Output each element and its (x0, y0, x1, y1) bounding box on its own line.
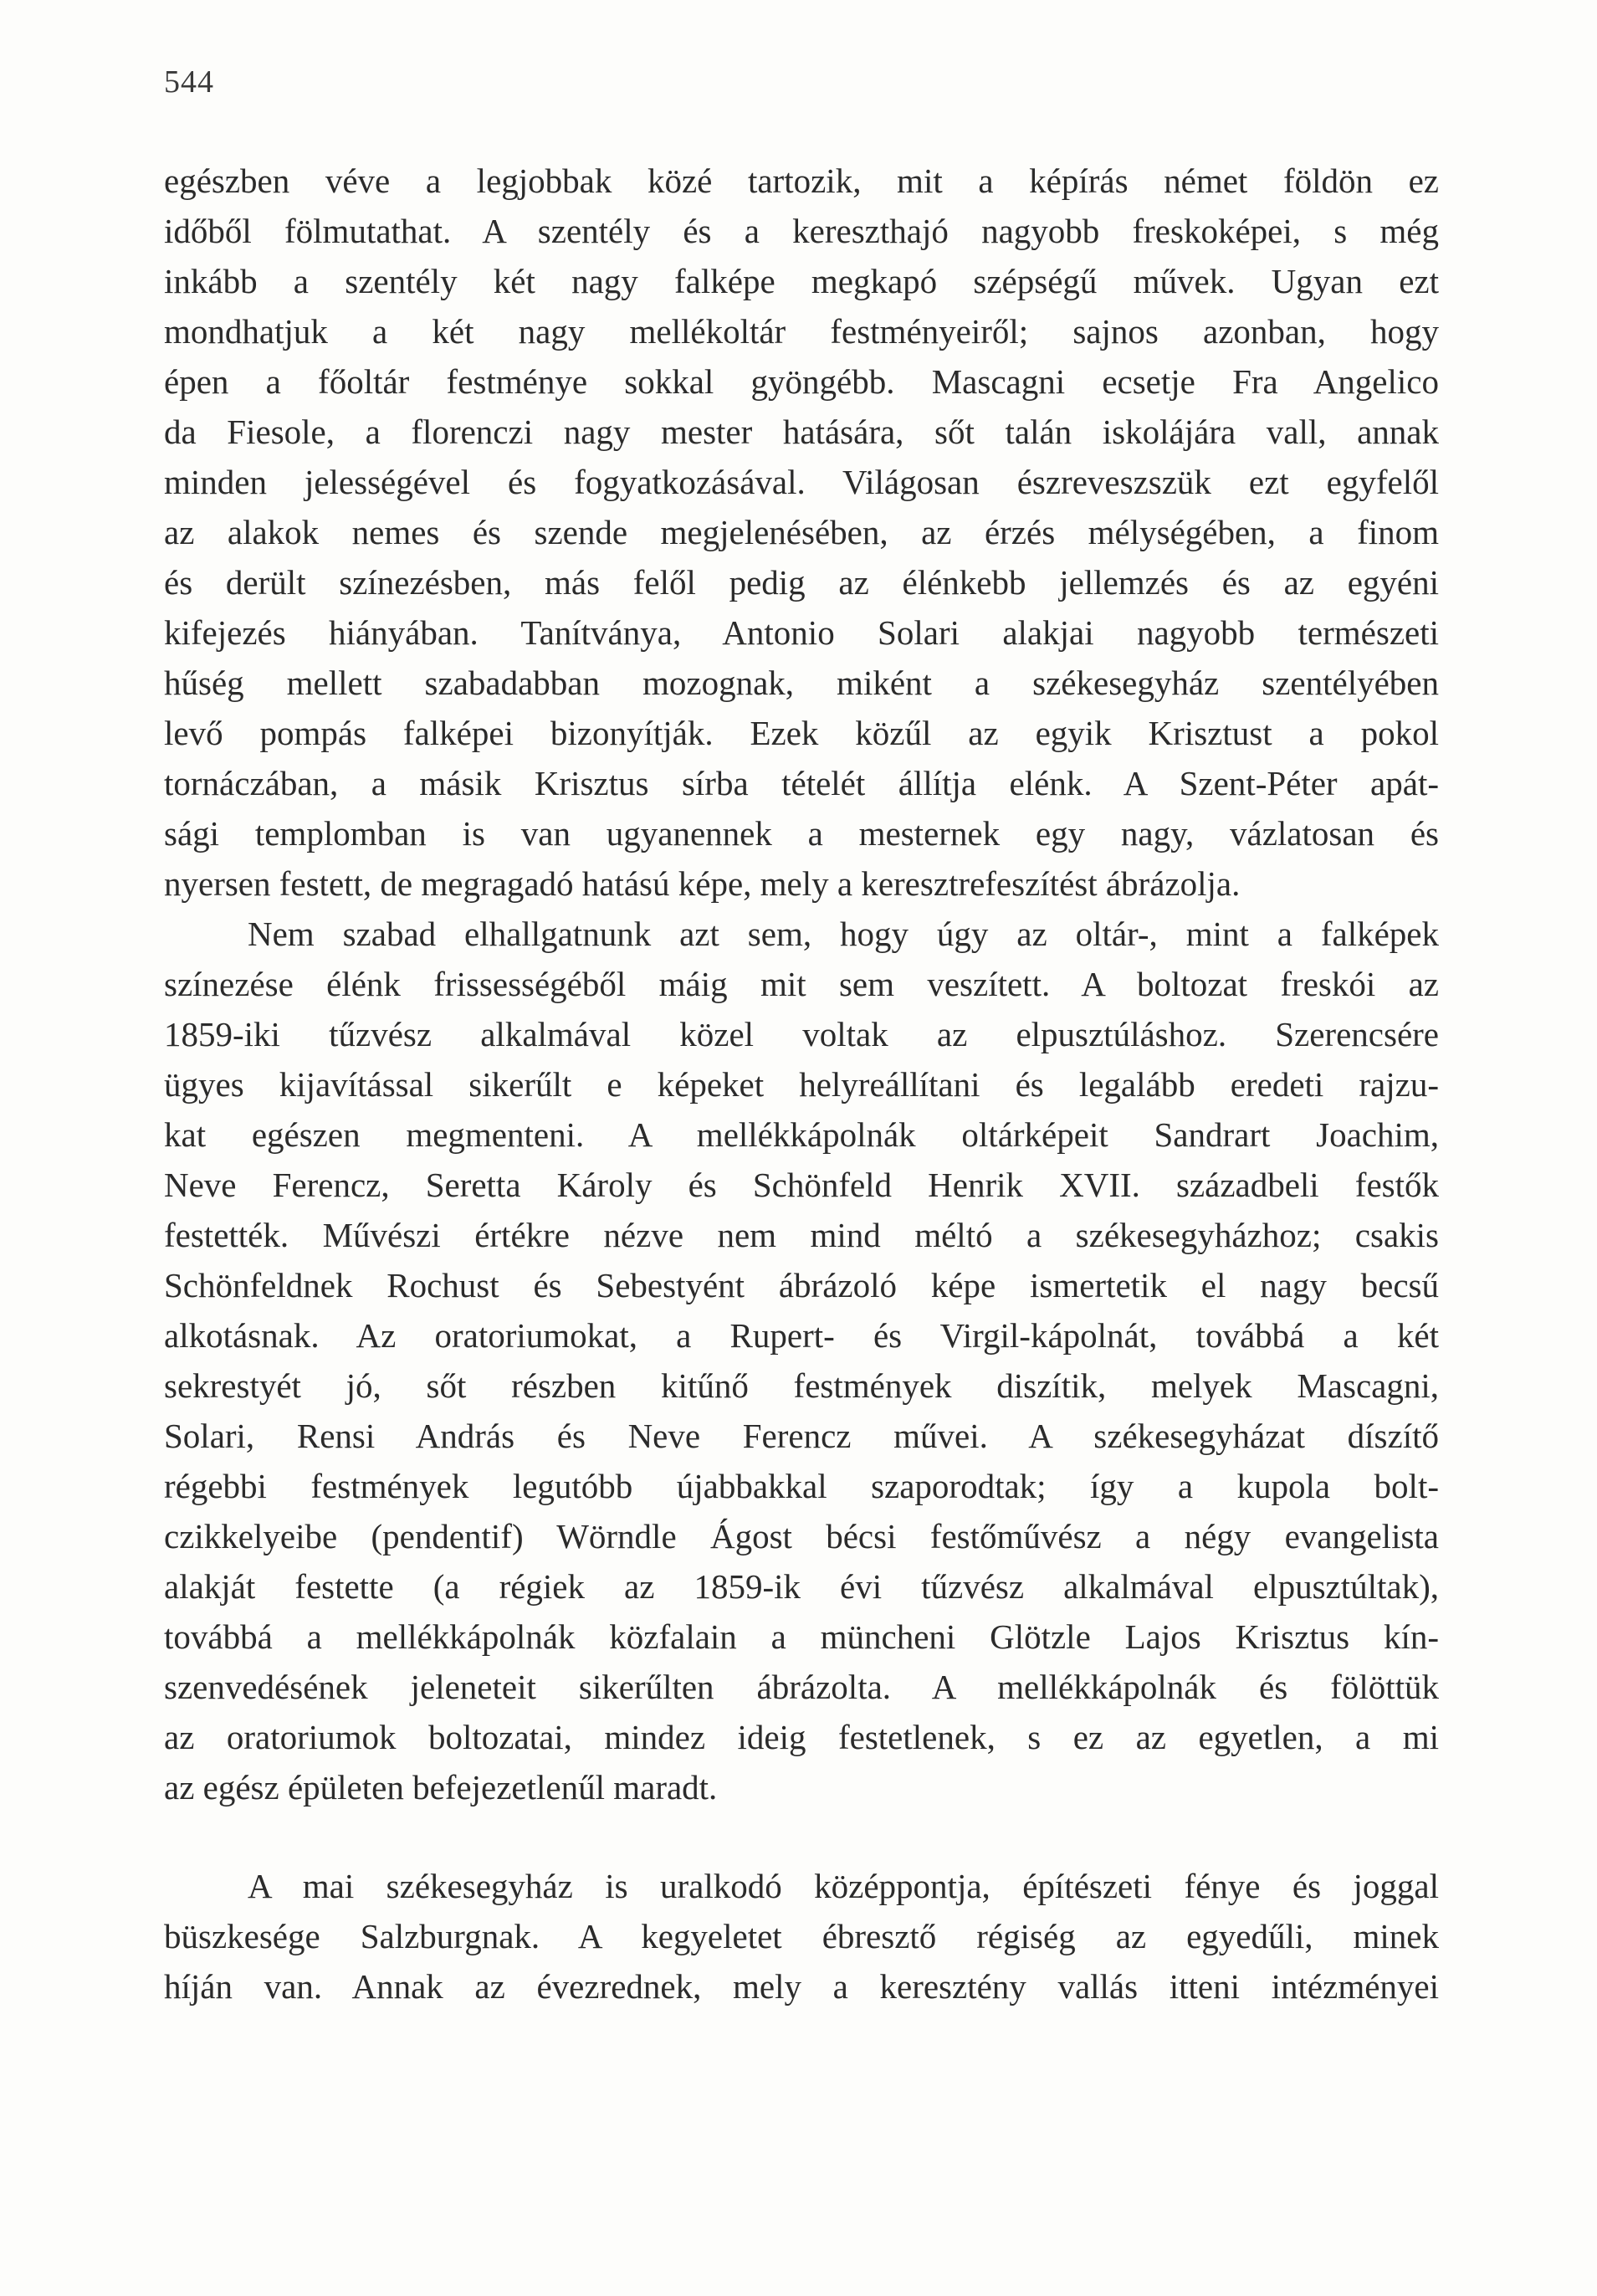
text-line: továbbá a mellékkápolnák közfalain a müncheni Glötzle Lajos Krisztus kín- (164, 1617, 1439, 1656)
text-line: az oratoriumok boltozatai, mindez ideig festetlenek, s ez az egyetlen, a mi (164, 1718, 1439, 1756)
text-line: A mai székesegyház is uralkodó középpontja, építészeti fénye és joggal (248, 1867, 1439, 1905)
text-line: színezése élénk frissességéből máig mit sem veszített. A boltozat freskói az (164, 965, 1439, 1003)
text-line: az egész épületen befejezetlenűl maradt. (164, 1768, 718, 1807)
text-line: mondhatjuk a két nagy mellékoltár festményeiről; sajnos azonban, hogy (164, 312, 1439, 351)
text-line: Solari, Rensi András és Neve Ferencz művei. A székesegyházat díszítő (164, 1417, 1439, 1455)
text-line: festették. Művészi értékre nézve nem mind méltó a székesegyházhoz; csakis (164, 1216, 1439, 1254)
text-line: minden jelességével és fogyatkozásával. Világosan észreveszszük ezt egyfelől (164, 463, 1439, 501)
body-text (164, 156, 1439, 2012)
text-line: ügyes kijavítással sikerűlt e képeket helyreállítani és legalább eredeti rajzu- (164, 1065, 1439, 1104)
text-line: 1859-iki tűzvész alkalmával közel voltak az elpusztúláshoz. Szerencsére (164, 1015, 1439, 1053)
page-number: 544 (164, 64, 214, 100)
text-line: Nem szabad elhallgatnunk azt sem, hogy úgy az oltár-, mint a falképek (248, 915, 1439, 953)
text-line: alkotásnak. Az oratoriumokat, a Rupert- és Virgil-kápolnát, továbbá a két (164, 1316, 1439, 1355)
text-line: da Fiesole, a florenczi nagy mester hatására, sőt talán iskolájára vall, annak (164, 413, 1439, 451)
text-line: büszkesége Salzburgnak. A kegyeletet ébresztő régiség az egyedűli, minek (164, 1917, 1439, 1955)
text-line: kat egészen megmenteni. A mellékkápolnák oltárképeit Sandrart Joachim, (164, 1115, 1439, 1154)
text-line: épen a főoltár festménye sokkal gyöngébb. Mascagni ecsetje Fra Angelico (164, 362, 1439, 401)
text-line: szenvedésének jeleneteit sikerűlten ábrázolta. A mellékkápolnák és fölöttük (164, 1668, 1439, 1706)
text-line: az alakok nemes és szende megjelenésében, az érzés mélységében, a finom (164, 513, 1439, 551)
text-line: időből fölmutathat. A szentély és a kereszthajó nagyobb freskoképei, s még (164, 212, 1439, 250)
text-line: alakját festette (a régiek az 1859-ik évi tűzvész alkalmával elpusztúltak), (164, 1567, 1439, 1606)
paragraph-1 (164, 156, 1439, 909)
text-line: kifejezés hiányában. Tanítványa, Antonio Solari alakjai nagyobb természeti (164, 613, 1439, 652)
text-line: tornáczában, a másik Krisztus sírba tételét állítja elénk. A Szent-Péter apát- (164, 764, 1439, 802)
paragraph-2 (164, 909, 1439, 1812)
text-line: Schönfeldnek Rochust és Sebestyént ábrázoló képe ismertetik el nagy becsű (164, 1266, 1439, 1304)
text-line: egészben véve a legjobbak közé tartozik, mit a képírás német földön ez (164, 161, 1439, 200)
text-line: sekrestyét jó, sőt részben kitűnő festmények diszítik, melyek Mascagni, (164, 1366, 1439, 1405)
text-line: híján van. Annak az évezrednek, mely a keresztény vallás itteni intézményei (164, 1967, 1439, 2006)
paragraph-3 (164, 1861, 1439, 2012)
text-line: levő pompás falképei bizonyítják. Ezek közűl az egyik Krisztust a pokol (164, 714, 1439, 752)
text-line: inkább a szentély két nagy falképe megkapó szépségű művek. Ugyan ezt (164, 262, 1439, 300)
text-line: hűség mellett szabadabban mozognak, miként a székesegyház szentélyében (164, 664, 1439, 702)
text-line: czikkelyeibe (pendentif) Wörndle Ágost bécsi festőművész a négy evangelista (164, 1517, 1439, 1555)
paragraph-gap (164, 1812, 1439, 1861)
text-line: régebbi festmények legutóbb újabbakkal szaporodtak; így a kupola bolt- (164, 1467, 1439, 1505)
text-line: sági templomban is van ugyanennek a mesternek egy nagy, vázlatosan és (164, 814, 1439, 853)
text-line: Neve Ferencz, Seretta Károly és Schönfeld Henrik XVII. századbeli festők (164, 1166, 1439, 1204)
text-line: nyersen festett, de megragadó hatású képe, mely a keresztrefeszítést ábrázolja. (164, 864, 1241, 903)
text-line: és derült színezésben, más felől pedig az élénkebb jellemzés és az egyéni (164, 563, 1439, 602)
